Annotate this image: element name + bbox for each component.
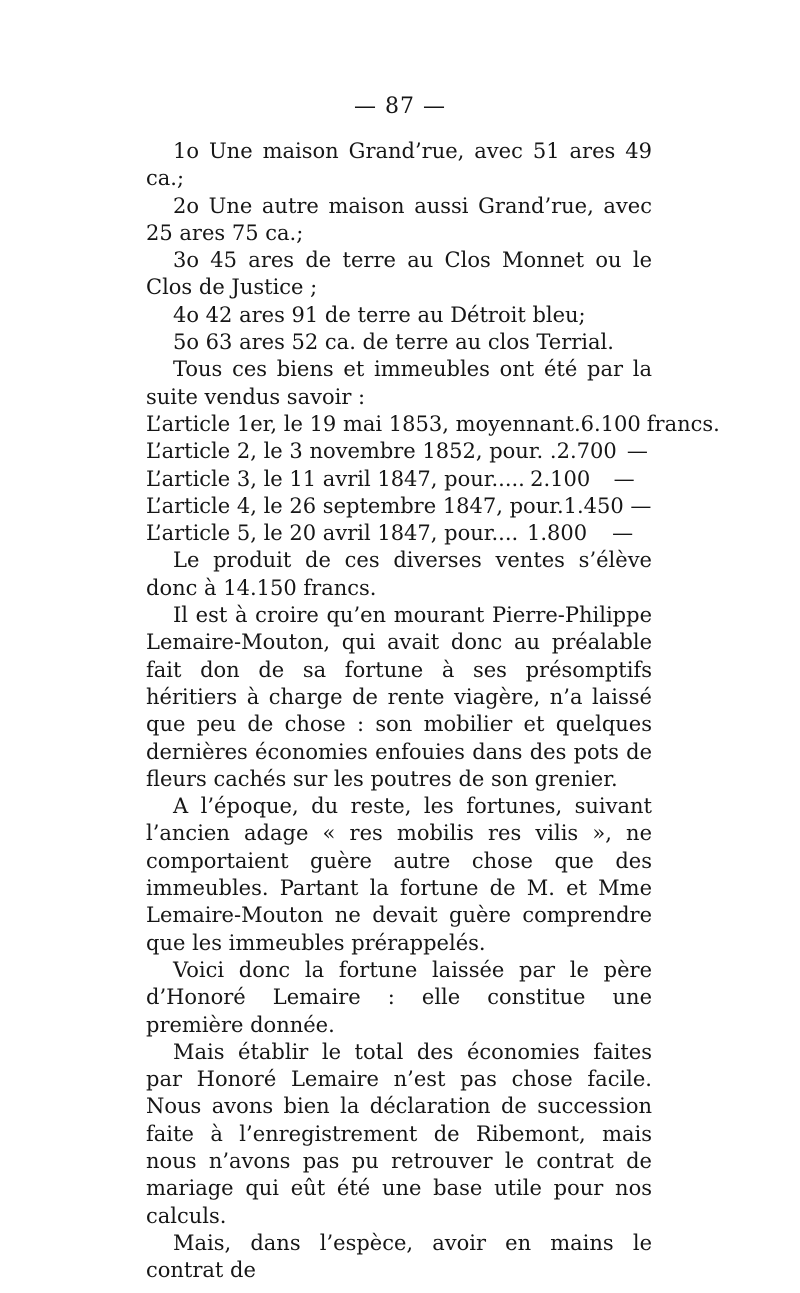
sale-row (146, 520, 652, 547)
sale-unit: — (612, 521, 634, 546)
page-number: — 87 — (354, 94, 446, 119)
sale-unit: francs. (646, 411, 720, 436)
sale-amount: 1.450 (563, 493, 624, 518)
sale-description: L’article 5, le 20 avril 1847, pour.... (146, 521, 519, 546)
sale-row (146, 411, 720, 438)
text-block (146, 138, 720, 1284)
body-paragraph: A l’époque, du reste, les fortunes, suivant l’ancien adage « res mobilis res vilis », ne comportaient guère autre chose que des immeubles. Partant la fortune de M. et Mme Lemaire-Mouton ne devait guère comprendre que les immeubles prérappelés. (146, 794, 652, 955)
body-paragraph: Il est à croire qu’en mourant Pierre-Philippe Lemaire-Mouton, qui avait donc au préalable fait don de sa fortune à ses présomptifs héritiers à charge de rente viagère, n’a laissé que peu de chose : son mobilier et quelques dernières économies enfouies dans des pots de fleurs cachés sur les poutres de son grenier. (146, 603, 652, 791)
list-item-1: 1o Une maison Grand’rue, avec 51 ares 49 ca.; (146, 139, 652, 191)
sale-row (146, 466, 652, 493)
body-paragraph: Mais établir le total des économies faites par Honoré Lemaire n’est pas chose facile. Nous avons bien la déclaration de succession faite à l’enregistrement de Ribemont, mais nous n’avons pas pu retrouver le contrat de mariage qui eût été une base utile pour nos calculs. (146, 1039, 652, 1228)
list-item-5: 5o 63 ares 52 ca. de terre au clos Terrial. (173, 330, 614, 355)
sale-description: L’article 3, le 11 avril 1847, pour..... (146, 466, 525, 491)
list-item-2: 2o Une autre maison aussi Grand’rue, avec 25 ares 75 ca.; (146, 193, 652, 245)
sale-description: L’article 2, le 3 novembre 1852, pour. . (146, 439, 557, 464)
body-paragraph: Le produit de ces diverses ventes s’élève donc à 14.150 francs. (146, 548, 652, 600)
sale-amount: 2.700 (556, 439, 617, 464)
sale-amount: 1.800 (527, 521, 588, 546)
sale-row (146, 438, 652, 465)
body-paragraph: Voici donc la fortune laissée par le père d’Honoré Lemaire : elle constitue une première donnée. (146, 957, 652, 1037)
body-paragraph: Mais, dans l’espèce, avoir en mains le contrat de (146, 1230, 652, 1283)
sale-unit: — (630, 493, 652, 518)
sale-unit: — (613, 466, 635, 491)
sale-row (146, 493, 652, 520)
sale-unit: — (626, 439, 648, 464)
sale-intro-paragraph: Tous ces biens et immeubles ont été par la suite vendus savoir : (146, 357, 652, 409)
list-item-3: 3o 45 ares de terre au Clos Monnet ou le Clos de Justice ; (146, 248, 652, 300)
sale-description: L’article 1er, le 19 mai 1853, moyennant. (146, 411, 581, 436)
sale-amount: 6.100 (580, 411, 641, 436)
sales-table (146, 411, 720, 547)
sale-amount: 2.100 (530, 466, 591, 491)
sale-description: L’article 4, le 26 septembre 1847, pour. (146, 493, 564, 518)
list-item-4: 4o 42 ares 91 de terre au Détroit bleu; (173, 302, 586, 327)
